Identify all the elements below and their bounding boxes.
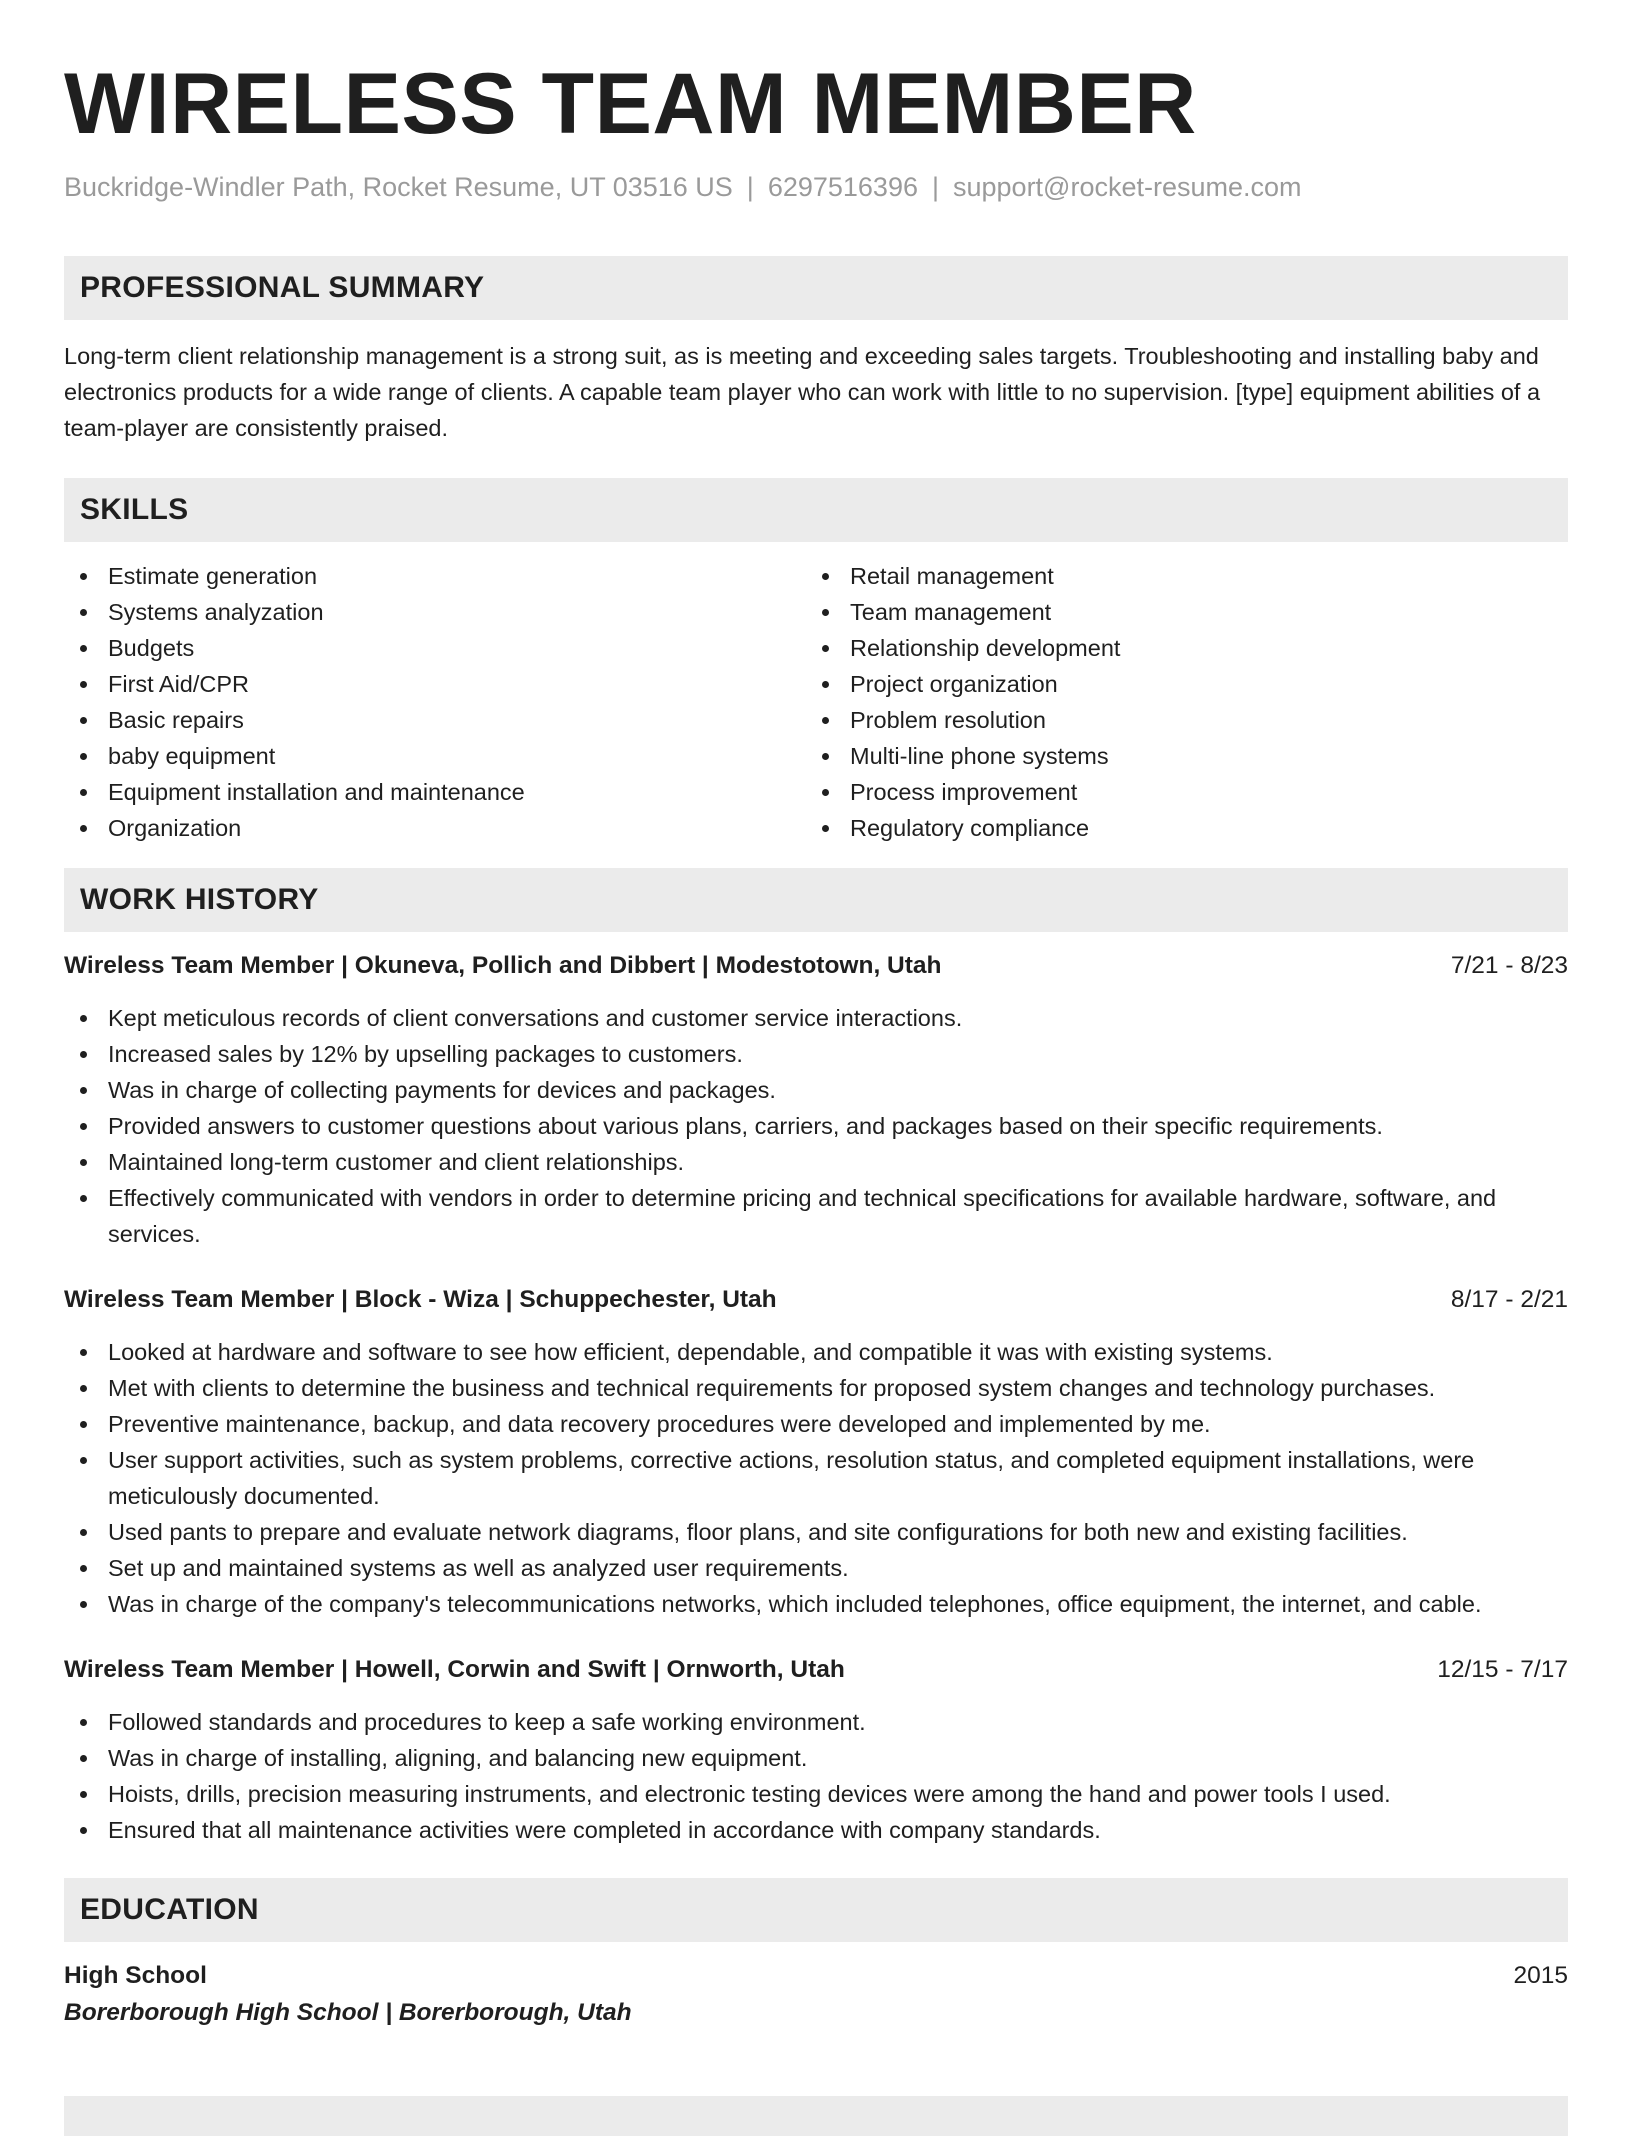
contact-separator: | — [746, 172, 754, 202]
job-bullet: Preventive maintenance, backup, and data recovery procedures were developed and implemented by me. — [64, 1406, 1568, 1442]
job-bullet: Was in charge of collecting payments for devices and packages. — [64, 1072, 1568, 1108]
skill-item: Regulatory compliance — [806, 810, 1548, 846]
next-section-bar — [64, 2096, 1568, 2136]
job-title: Wireless Team Member | Okuneva, Pollich and Dibbert | Modestotown, Utah — [64, 952, 942, 979]
job-bullets — [64, 1704, 1568, 1848]
contact-address: Buckridge-Windler Path, Rocket Resume, UT 03516 US — [64, 172, 733, 202]
job-dates: 8/17 - 2/21 — [1450, 1286, 1568, 1313]
contact-line — [64, 170, 1568, 204]
job-header — [64, 1282, 1568, 1318]
job-entry — [64, 1652, 1568, 1848]
contact-phone: 6297516396 — [767, 172, 918, 202]
job-bullet: Hoists, drills, precision measuring instruments, and electronic testing devices were among the hand and power tools I used. — [64, 1776, 1568, 1812]
job-bullet: Used pants to prepare and evaluate network diagrams, floor plans, and site configurations for both new and existing facilities. — [64, 1514, 1568, 1550]
resume-name: WIRELESS TEAM MEMBER — [64, 56, 1197, 152]
job-header — [64, 1652, 1568, 1688]
skill-item: Systems analyzation — [64, 594, 806, 630]
education-header — [64, 1958, 1568, 1994]
skill-item: Estimate generation — [64, 558, 806, 594]
education-entry — [64, 1958, 1568, 2032]
job-entry — [64, 948, 1568, 1252]
job-bullets — [64, 1000, 1568, 1252]
contact-separator: | — [931, 172, 939, 202]
skill-item: Team management — [806, 594, 1548, 630]
skill-item: Project organization — [806, 666, 1548, 702]
skills-column-left — [64, 558, 806, 846]
skill-item: Organization — [64, 810, 806, 846]
job-dates: 7/21 - 8/23 — [1450, 952, 1568, 979]
job-bullets — [64, 1334, 1568, 1622]
education-school: Borerborough High School | Borerborough, Utah — [64, 1999, 632, 2026]
job-bullet: Provided answers to customer questions about various plans, carriers, and packages based on their specific requirements. — [64, 1108, 1568, 1144]
job-bullet: Maintained long-term customer and client relationships. — [64, 1144, 1568, 1180]
job-bullet: Increased sales by 12% by upselling packages to customers. — [64, 1036, 1568, 1072]
job-bullet: User support activities, such as system problems, corrective actions, resolution status, and completed equipment installations, were meticulously documented. — [64, 1442, 1568, 1514]
skill-item: Budgets — [64, 630, 806, 666]
skills-heading: SKILLS — [64, 478, 1568, 542]
job-bullet: Set up and maintained systems as well as analyzed user requirements. — [64, 1550, 1568, 1586]
skill-item: Retail management — [806, 558, 1548, 594]
skills-list — [64, 558, 1568, 846]
skill-item: Equipment installation and maintenance — [64, 774, 806, 810]
contact-email: support@rocket-resume.com — [953, 172, 1302, 202]
skill-item: Relationship development — [806, 630, 1548, 666]
skill-item: Basic repairs — [64, 702, 806, 738]
job-bullet: Kept meticulous records of client conversations and customer service interactions. — [64, 1000, 1568, 1036]
job-bullet: Followed standards and procedures to keep a safe working environment. — [64, 1704, 1568, 1740]
skill-item: First Aid/CPR — [64, 666, 806, 702]
job-title: Wireless Team Member | Howell, Corwin and Swift | Ornworth, Utah — [64, 1656, 845, 1683]
job-bullet: Was in charge of the company's telecommunications networks, which included telephones, office equipment, the internet, and cable. — [64, 1586, 1568, 1622]
skill-item: Problem resolution — [806, 702, 1548, 738]
work-history-heading: WORK HISTORY — [64, 868, 1568, 932]
job-bullet: Was in charge of installing, aligning, and balancing new equipment. — [64, 1740, 1568, 1776]
summary-heading: PROFESSIONAL SUMMARY — [64, 256, 1568, 320]
education-year: 2015 — [1513, 1962, 1568, 1989]
job-header — [64, 948, 1568, 984]
job-entry — [64, 1282, 1568, 1622]
skill-item: Multi-line phone systems — [806, 738, 1548, 774]
job-bullet: Looked at hardware and software to see how efficient, dependable, and compatible it was with existing systems. — [64, 1334, 1568, 1370]
education-heading: EDUCATION — [64, 1878, 1568, 1942]
job-bullet: Ensured that all maintenance activities were completed in accordance with company standards. — [64, 1812, 1568, 1848]
summary-text: Long-term client relationship management is a strong suit, as is meeting and exceeding sales targets. Troubleshooting and installing baby and electronics products for a wide range of clients. A capable team player who can work with little to no supervision. [type] equipment abilities of a team-player are consistently praised. — [64, 343, 1541, 441]
job-bullet: Effectively communicated with vendors in order to determine pricing and technical specifications for available hardware, software, and services. — [64, 1180, 1568, 1252]
job-dates: 12/15 - 7/17 — [1437, 1656, 1568, 1683]
skills-column-right — [806, 558, 1548, 846]
job-bullet: Met with clients to determine the business and technical requirements for proposed system changes and technology purchases. — [64, 1370, 1568, 1406]
resume-page — [64, 0, 1568, 2032]
job-title: Wireless Team Member | Block - Wiza | Schuppechester, Utah — [64, 1286, 777, 1313]
skill-item: baby equipment — [64, 738, 806, 774]
skill-item: Process improvement — [806, 774, 1548, 810]
education-degree: High School — [64, 1962, 207, 1989]
